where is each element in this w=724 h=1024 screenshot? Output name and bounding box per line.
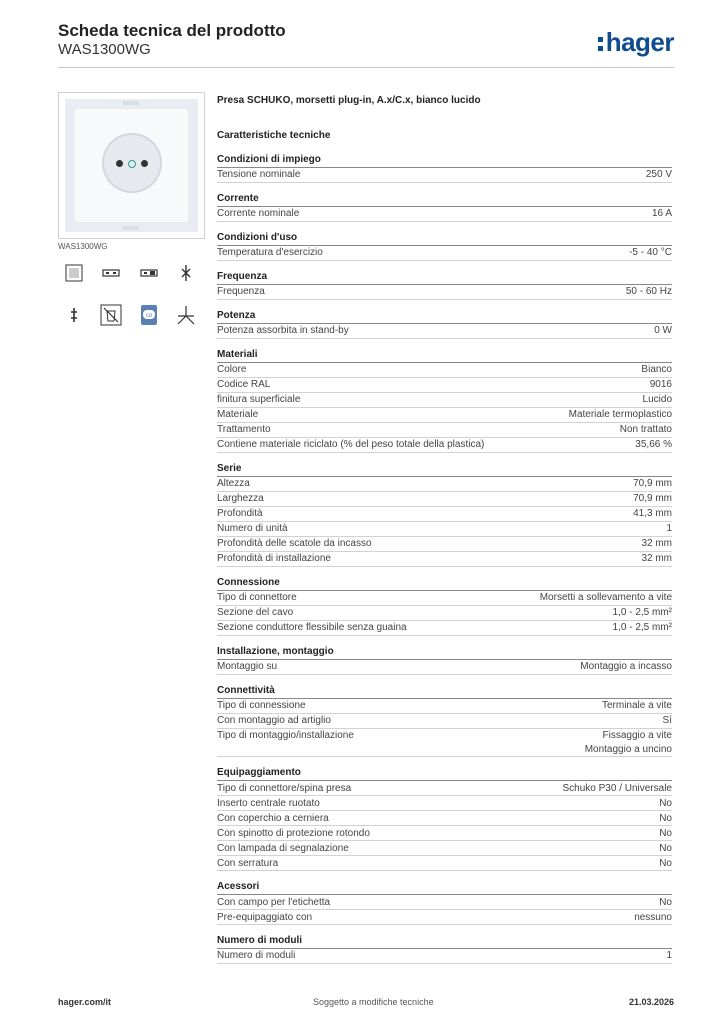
spec-value: 250 V: [645, 169, 672, 181]
spec-label: Tensione nominale: [217, 169, 301, 181]
spec-row: [217, 324, 672, 339]
spec-label: Pre-equipaggiato con: [217, 911, 313, 923]
spec-row: [217, 492, 672, 507]
spec-group: [217, 347, 672, 453]
group-title: Condizioni di impiego: [217, 152, 672, 168]
spec-value: 32 mm: [641, 538, 672, 550]
spec-row: [217, 781, 672, 796]
spec-row: [217, 699, 672, 714]
spec-group: [217, 269, 672, 300]
spec-row: [217, 393, 672, 408]
spec-value: 0 W: [654, 325, 672, 337]
earth-shape: [128, 160, 136, 168]
pin-shape: [116, 160, 123, 167]
spec-value: Montaggio a incasso: [580, 661, 672, 673]
group-title: Potenza: [217, 308, 672, 324]
spec-value: 1: [666, 523, 672, 535]
spec-row: [217, 285, 672, 300]
spec-row: [217, 796, 672, 811]
spec-row: [217, 910, 672, 925]
spec-group: [217, 933, 672, 964]
spec-label: Tipo di connessione: [217, 700, 306, 712]
spec-value: No: [659, 857, 672, 869]
clip-shape: [123, 101, 139, 105]
spec-row: [217, 363, 672, 378]
spec-label: Corrente nominale: [217, 208, 300, 220]
spec-value: 16 A: [651, 208, 672, 220]
footer-notice: Soggetto a modifiche tecniche: [313, 997, 434, 1007]
spec-value: Schuko P30 / Universale: [562, 782, 672, 794]
spec-row: [217, 660, 672, 675]
spec-value: nessuno: [634, 911, 672, 923]
group-title: Equipaggiamento: [217, 765, 672, 781]
product-code: WAS1300WG: [58, 41, 151, 58]
spec-row: [217, 895, 672, 910]
logo-dots-icon: [598, 34, 604, 52]
spec-group: [217, 308, 672, 339]
spec-value: No: [659, 827, 672, 839]
spec-row: [217, 591, 672, 606]
spec-content: [217, 93, 672, 964]
spec-groups: [217, 152, 672, 964]
group-title: Materiali: [217, 347, 672, 363]
group-title: Connessione: [217, 575, 672, 591]
spec-group: [217, 575, 672, 636]
spec-row: [217, 856, 672, 871]
socket-plate: [65, 99, 198, 232]
hager-logo: [598, 28, 674, 56]
image-caption: WAS1300WG: [58, 242, 108, 251]
spec-label: Potenza assorbita in stand-by: [217, 325, 349, 337]
spec-value: 32 mm: [641, 553, 672, 565]
group-title: Condizioni d'uso: [217, 230, 672, 246]
spec-row: [217, 811, 672, 826]
spec-value: Terminale a vite: [601, 700, 672, 712]
group-title: Frequenza: [217, 269, 672, 285]
spec-row: [217, 246, 672, 261]
spec-label: Larghezza: [217, 493, 264, 505]
socket-insert: [75, 109, 188, 222]
group-title: Numero di moduli: [217, 933, 672, 949]
recycling-icon: [138, 304, 160, 326]
spec-value: 9016: [649, 379, 672, 391]
spec-value: Materiale termoplastico: [568, 409, 672, 421]
spec-row: [217, 522, 672, 537]
spec-label: Profondità di installazione: [217, 553, 331, 565]
spec-row: [217, 537, 672, 552]
spec-group: [217, 230, 672, 261]
header-divider: [58, 67, 674, 68]
spec-row: [217, 841, 672, 856]
group-title: Installazione, montaggio: [217, 644, 672, 660]
footer-website: hager.com/it: [58, 997, 112, 1007]
spec-row: [217, 729, 672, 758]
logo-text: hager: [605, 27, 674, 57]
no-disposal-icon: [100, 304, 122, 326]
spec-value: 41,3 mm: [633, 508, 672, 520]
spec-label: Con montaggio ad artiglio: [217, 715, 331, 727]
spec-value: Non trattato: [619, 424, 672, 436]
spec-label: finitura superficiale: [217, 394, 301, 406]
spec-value: Sì: [662, 715, 672, 727]
spec-row: [217, 207, 672, 222]
spec-value: Bianco: [641, 364, 672, 376]
spec-group: [217, 152, 672, 183]
spec-label: Tipo di connettore/spina presa: [217, 782, 352, 794]
spec-label: Con campo per l'etichetta: [217, 896, 331, 908]
spec-row: [217, 168, 672, 183]
spec-label: Profondità: [217, 508, 263, 520]
mounting-icon: [175, 304, 197, 326]
spec-label: Sezione conduttore flessibile senza guaina: [217, 622, 407, 634]
spec-group: [217, 765, 672, 871]
spec-label: Montaggio su: [217, 661, 278, 673]
spec-row: [217, 826, 672, 841]
spec-label: Numero di moduli: [217, 950, 296, 962]
spec-row: [217, 552, 672, 567]
page-header: [58, 20, 674, 68]
spec-row: [217, 438, 672, 453]
series-icon: [63, 262, 85, 284]
spec-value: No: [659, 842, 672, 854]
group-title: Corrente: [217, 191, 672, 207]
svg-text:co: co: [145, 313, 153, 319]
spec-label: Numero di unità: [217, 523, 288, 535]
spec-row: [217, 949, 672, 964]
spec-value: Fissaggio a vite Montaggio a uncino: [584, 730, 672, 755]
socket-icon: [102, 133, 162, 193]
connector-icon: [100, 262, 122, 284]
spec-row: [217, 423, 672, 438]
spec-value: 70,9 mm: [633, 493, 672, 505]
spec-value: 1: [666, 950, 672, 962]
group-title: Connettività: [217, 683, 672, 699]
spec-label: Colore: [217, 364, 247, 376]
spec-label: Sezione del cavo: [217, 607, 294, 619]
spec-label: Temperatura d'esercizio: [217, 247, 323, 259]
page-title: Scheda tecnica del prodotto: [58, 21, 286, 40]
spec-label: Tipo di connettore: [217, 592, 297, 604]
spec-label: Con spinotto di protezione rotondo: [217, 827, 370, 839]
spec-value: No: [659, 896, 672, 908]
spec-label: Materiale: [217, 409, 259, 421]
pin-shape: [141, 160, 148, 167]
spec-label: Con coperchio a cerniera: [217, 812, 329, 824]
spec-label: Con lampada di segnalazione: [217, 842, 349, 854]
spec-group: [217, 879, 672, 925]
spec-group: [217, 191, 672, 222]
spec-value: 50 - 60 Hz: [625, 286, 672, 298]
spec-value: No: [659, 797, 672, 809]
plug-icon: [175, 262, 197, 284]
spec-value: Lucido: [642, 394, 672, 406]
spec-label: Trattamento: [217, 424, 271, 436]
spec-label: Altezza: [217, 478, 250, 490]
spec-value: 1,0 - 2,5 mm²: [612, 607, 672, 619]
spec-group: [217, 683, 672, 758]
spec-group: [217, 461, 672, 567]
spec-row: [217, 621, 672, 636]
spec-row: [217, 477, 672, 492]
spec-row: [217, 507, 672, 522]
spec-group: [217, 644, 672, 675]
spec-value: Morsetti a sollevamento a vite: [539, 592, 672, 604]
spec-label: Tipo di montaggio/installazione: [217, 730, 354, 742]
spec-value: No: [659, 812, 672, 824]
spec-row: [217, 378, 672, 393]
section-title: Caratteristiche tecniche: [217, 130, 331, 141]
spec-label: Contiene materiale riciclato (% del peso totale della plastica): [217, 439, 485, 451]
spec-label: Inserto centrale ruotato: [217, 797, 320, 809]
group-title: Acessori: [217, 879, 672, 895]
spec-label: Profondità delle scatole da incasso: [217, 538, 372, 550]
spec-value: -5 - 40 °C: [629, 247, 672, 259]
group-title: Serie: [217, 461, 672, 477]
footer-date: 21.03.2026: [628, 997, 674, 1007]
spec-row: [217, 408, 672, 423]
spec-label: Con serratura: [217, 857, 279, 869]
spec-value: 35,66 %: [635, 439, 672, 451]
spec-value: 1,0 - 2,5 mm²: [612, 622, 672, 634]
product-image: [58, 92, 205, 239]
spec-row: [217, 606, 672, 621]
product-description: Presa SCHUKO, morsetti plug-in, A.x/C.x, bianco lucido: [217, 95, 481, 106]
connector-icon: [138, 262, 160, 284]
wire-icon: [63, 304, 85, 326]
spec-value: 70,9 mm: [633, 478, 672, 490]
spec-label: Codice RAL: [217, 379, 271, 391]
clip-shape: [123, 226, 139, 230]
spec-row: [217, 714, 672, 729]
spec-label: Frequenza: [217, 286, 265, 298]
